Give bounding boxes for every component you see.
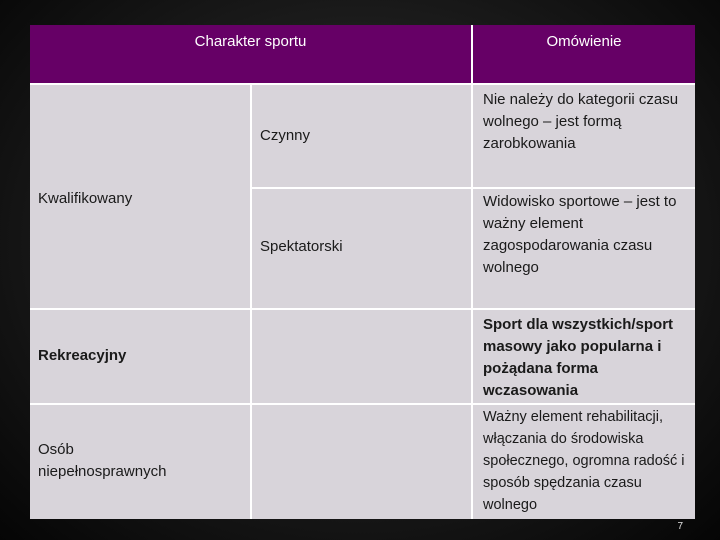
label-niepelnosprawnych: Osób niepełnosprawnych [38, 441, 167, 480]
text-rekreacyjny: Sport dla wszystkich/sport masowy jako popularna i pożądana forma wczasowania [483, 316, 674, 399]
label-rekreacyjny: Rekreacyjny [38, 347, 127, 364]
text-czynny: Nie należy do kategorii czasu wolnego – jest formą zarobkowania [483, 91, 679, 152]
desc-rekreacyjny [473, 310, 695, 403]
page-number: 7 [677, 521, 683, 532]
cell-spektatorski [252, 189, 471, 308]
text-spektatorski: Widowisko sportowe – jest to ważny element zagospodarowania czasu wolnego [483, 193, 677, 276]
cell-rekreacyjny-empty [252, 310, 471, 403]
header-character [30, 25, 471, 83]
header-description [473, 25, 695, 83]
sport-table [30, 25, 695, 519]
desc-spektatorski [473, 189, 695, 308]
header-description-label: Omówienie [546, 33, 622, 50]
cell-rekreacyjny [30, 310, 250, 403]
header-character-label: Charakter sportu [194, 33, 307, 50]
desc-czynny [473, 85, 695, 187]
cell-niepelnosprawnych [30, 405, 250, 519]
label-czynny: Czynny [260, 127, 311, 144]
desc-niepelnosprawnych [473, 405, 695, 519]
text-niepelnosprawnych: Ważny element rehabilitacji, włączania do środowiska społecznego, ogromna radość i sposób spędzania czasu wolnego [483, 409, 685, 513]
cell-kwalifikowany [30, 85, 250, 308]
label-kwalifikowany: Kwalifikowany [38, 190, 133, 207]
label-spektatorski: Spektatorski [260, 238, 343, 255]
cell-niepelnosprawnych-empty [252, 405, 471, 519]
cell-czynny [252, 85, 471, 187]
